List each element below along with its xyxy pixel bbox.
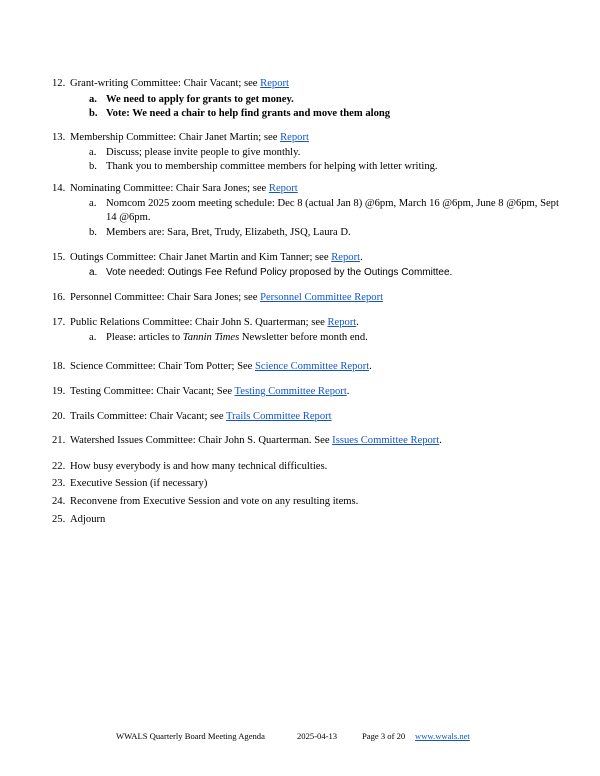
item-text: Testing Committee: Chair Vacant; See xyxy=(70,386,235,397)
item-punct: . xyxy=(439,435,442,446)
nominating-report-link[interactable]: Report xyxy=(268,183,298,194)
sub-text: Nomcom 2025 zoom meeting schedule: Dec 8 (actual Jan 8) @6pm, March 16 @6pm, June 8 @6pm, Sept 14 @6pm. xyxy=(106,198,559,223)
sub-letter: a. xyxy=(89,198,97,209)
sub-item-14b xyxy=(89,226,572,240)
item-number: 25. xyxy=(52,514,66,525)
agenda-item-17 xyxy=(52,316,572,330)
item-text: Nominating Committee: Chair Sara Jones; see xyxy=(70,183,269,194)
sub-text: Thank you to membership committee members for helping with letter writing. xyxy=(106,161,438,172)
item-punct: . xyxy=(369,361,372,372)
item-number: 22. xyxy=(52,461,66,472)
item-number: 24. xyxy=(52,496,66,507)
sub-letter: b. xyxy=(89,227,97,238)
agenda-item-25 xyxy=(52,513,572,527)
newsletter-title: Tannin Times xyxy=(182,332,240,343)
item-number: 18. xyxy=(52,361,66,372)
item-number: 13. xyxy=(52,132,66,143)
agenda-item-13 xyxy=(52,131,572,145)
sub-letter: a. xyxy=(89,267,98,278)
item-text: Watershed Issues Committee: Chair John S. Quarterman. See xyxy=(70,435,333,446)
public-relations-report-link[interactable]: Report xyxy=(327,317,357,328)
sub-text-post: Newsletter before month end. xyxy=(239,332,368,343)
grant-writing-report-link[interactable]: Report xyxy=(260,78,289,89)
item-text: Outings Committee: Chair Janet Martin and Kim Tanner; see xyxy=(70,252,332,263)
sub-text: Discuss; please invite people to give monthly. xyxy=(106,147,301,158)
item-text: Public Relations Committee: Chair John S. Quarterman; see xyxy=(70,317,328,328)
item-number: 14. xyxy=(52,183,66,194)
sub-text: Members are: Sara, Bret, Trudy, Elizabeth, JSQ, Laura D. xyxy=(106,227,351,238)
agenda-item-18 xyxy=(52,360,572,374)
item-text: Adjourn xyxy=(70,514,106,525)
sub-letter: a. xyxy=(89,147,97,158)
agenda-item-19 xyxy=(52,385,572,399)
footer-date: 2025-04-13 xyxy=(297,731,338,741)
item-punct: . xyxy=(360,252,363,263)
item-number: 23. xyxy=(52,478,66,489)
sub-letter: a. xyxy=(89,94,97,105)
item-text: Reconvene from Executive Session and vote on any resulting items. xyxy=(70,496,359,507)
item-text: Grant-writing Committee: Chair Vacant; see xyxy=(70,78,261,89)
membership-report-link[interactable]: Report xyxy=(280,132,309,143)
sub-item-17a xyxy=(89,331,572,345)
item-punct: . xyxy=(356,317,359,328)
agenda-item-20 xyxy=(52,410,572,424)
agenda-item-15 xyxy=(52,251,572,265)
sub-item-12b xyxy=(89,107,572,121)
agenda-item-24 xyxy=(52,495,572,509)
item-text: Executive Session (if necessary) xyxy=(70,478,208,489)
item-number: 21. xyxy=(52,435,66,446)
item-number: 12. xyxy=(52,78,66,89)
item-text: Science Committee: Chair Tom Potter; See xyxy=(70,361,256,372)
sub-letter: b. xyxy=(89,161,97,172)
item-text: Personnel Committee: Chair Sara Jones; see xyxy=(70,292,261,303)
sub-text: We need to apply for grants to get money. xyxy=(106,94,294,105)
agenda-item-14 xyxy=(52,182,572,196)
footer-title: WWALS Quarterly Board Meeting Agenda xyxy=(116,731,265,741)
item-number: 16. xyxy=(52,292,66,303)
agenda-item-12 xyxy=(52,77,572,91)
sub-item-13b xyxy=(89,160,572,174)
agenda-item-22 xyxy=(52,460,572,474)
item-number: 19. xyxy=(52,386,66,397)
footer-website-link[interactable]: www.wwals.net xyxy=(415,731,470,741)
sub-letter: b. xyxy=(89,108,98,119)
trails-report-link[interactable]: Trails Committee Report xyxy=(226,411,332,422)
sub-item-12a xyxy=(89,93,572,107)
personnel-report-link[interactable]: Personnel Committee Report xyxy=(260,292,384,303)
sub-letter: a. xyxy=(89,332,97,343)
item-text: Trails Committee: Chair Vacant; see xyxy=(70,411,227,422)
item-text: How busy everybody is and how many technical difficulties. xyxy=(70,461,328,472)
footer-page-number: Page 3 of 20 xyxy=(362,731,406,741)
agenda-item-16 xyxy=(52,291,572,305)
sub-item-15a xyxy=(89,266,572,280)
sub-item-13a xyxy=(89,146,572,160)
agenda-item-23 xyxy=(52,477,572,491)
sub-text: Vote: We need a chair to help find grants and move them along xyxy=(106,108,391,119)
testing-report-link[interactable]: Testing Committee Report xyxy=(234,386,347,397)
science-report-link[interactable]: Science Committee Report xyxy=(255,361,370,372)
item-number: 15. xyxy=(52,252,66,263)
sub-item-14a xyxy=(89,197,572,225)
outings-report-link[interactable]: Report xyxy=(331,252,361,263)
item-text: Membership Committee: Chair Janet Martin; see xyxy=(70,132,281,143)
item-punct: . xyxy=(346,386,350,397)
item-number: 20. xyxy=(52,411,66,422)
sub-text-pre: Please: articles to xyxy=(106,332,183,343)
sub-text xyxy=(89,331,572,345)
agenda-item-21 xyxy=(52,434,572,448)
item-number: 17. xyxy=(52,317,66,328)
issues-report-link[interactable]: Issues Committee Report xyxy=(332,435,440,446)
sub-text: Vote needed: Outings Fee Refund Policy proposed by the Outings Committee. xyxy=(106,267,453,278)
